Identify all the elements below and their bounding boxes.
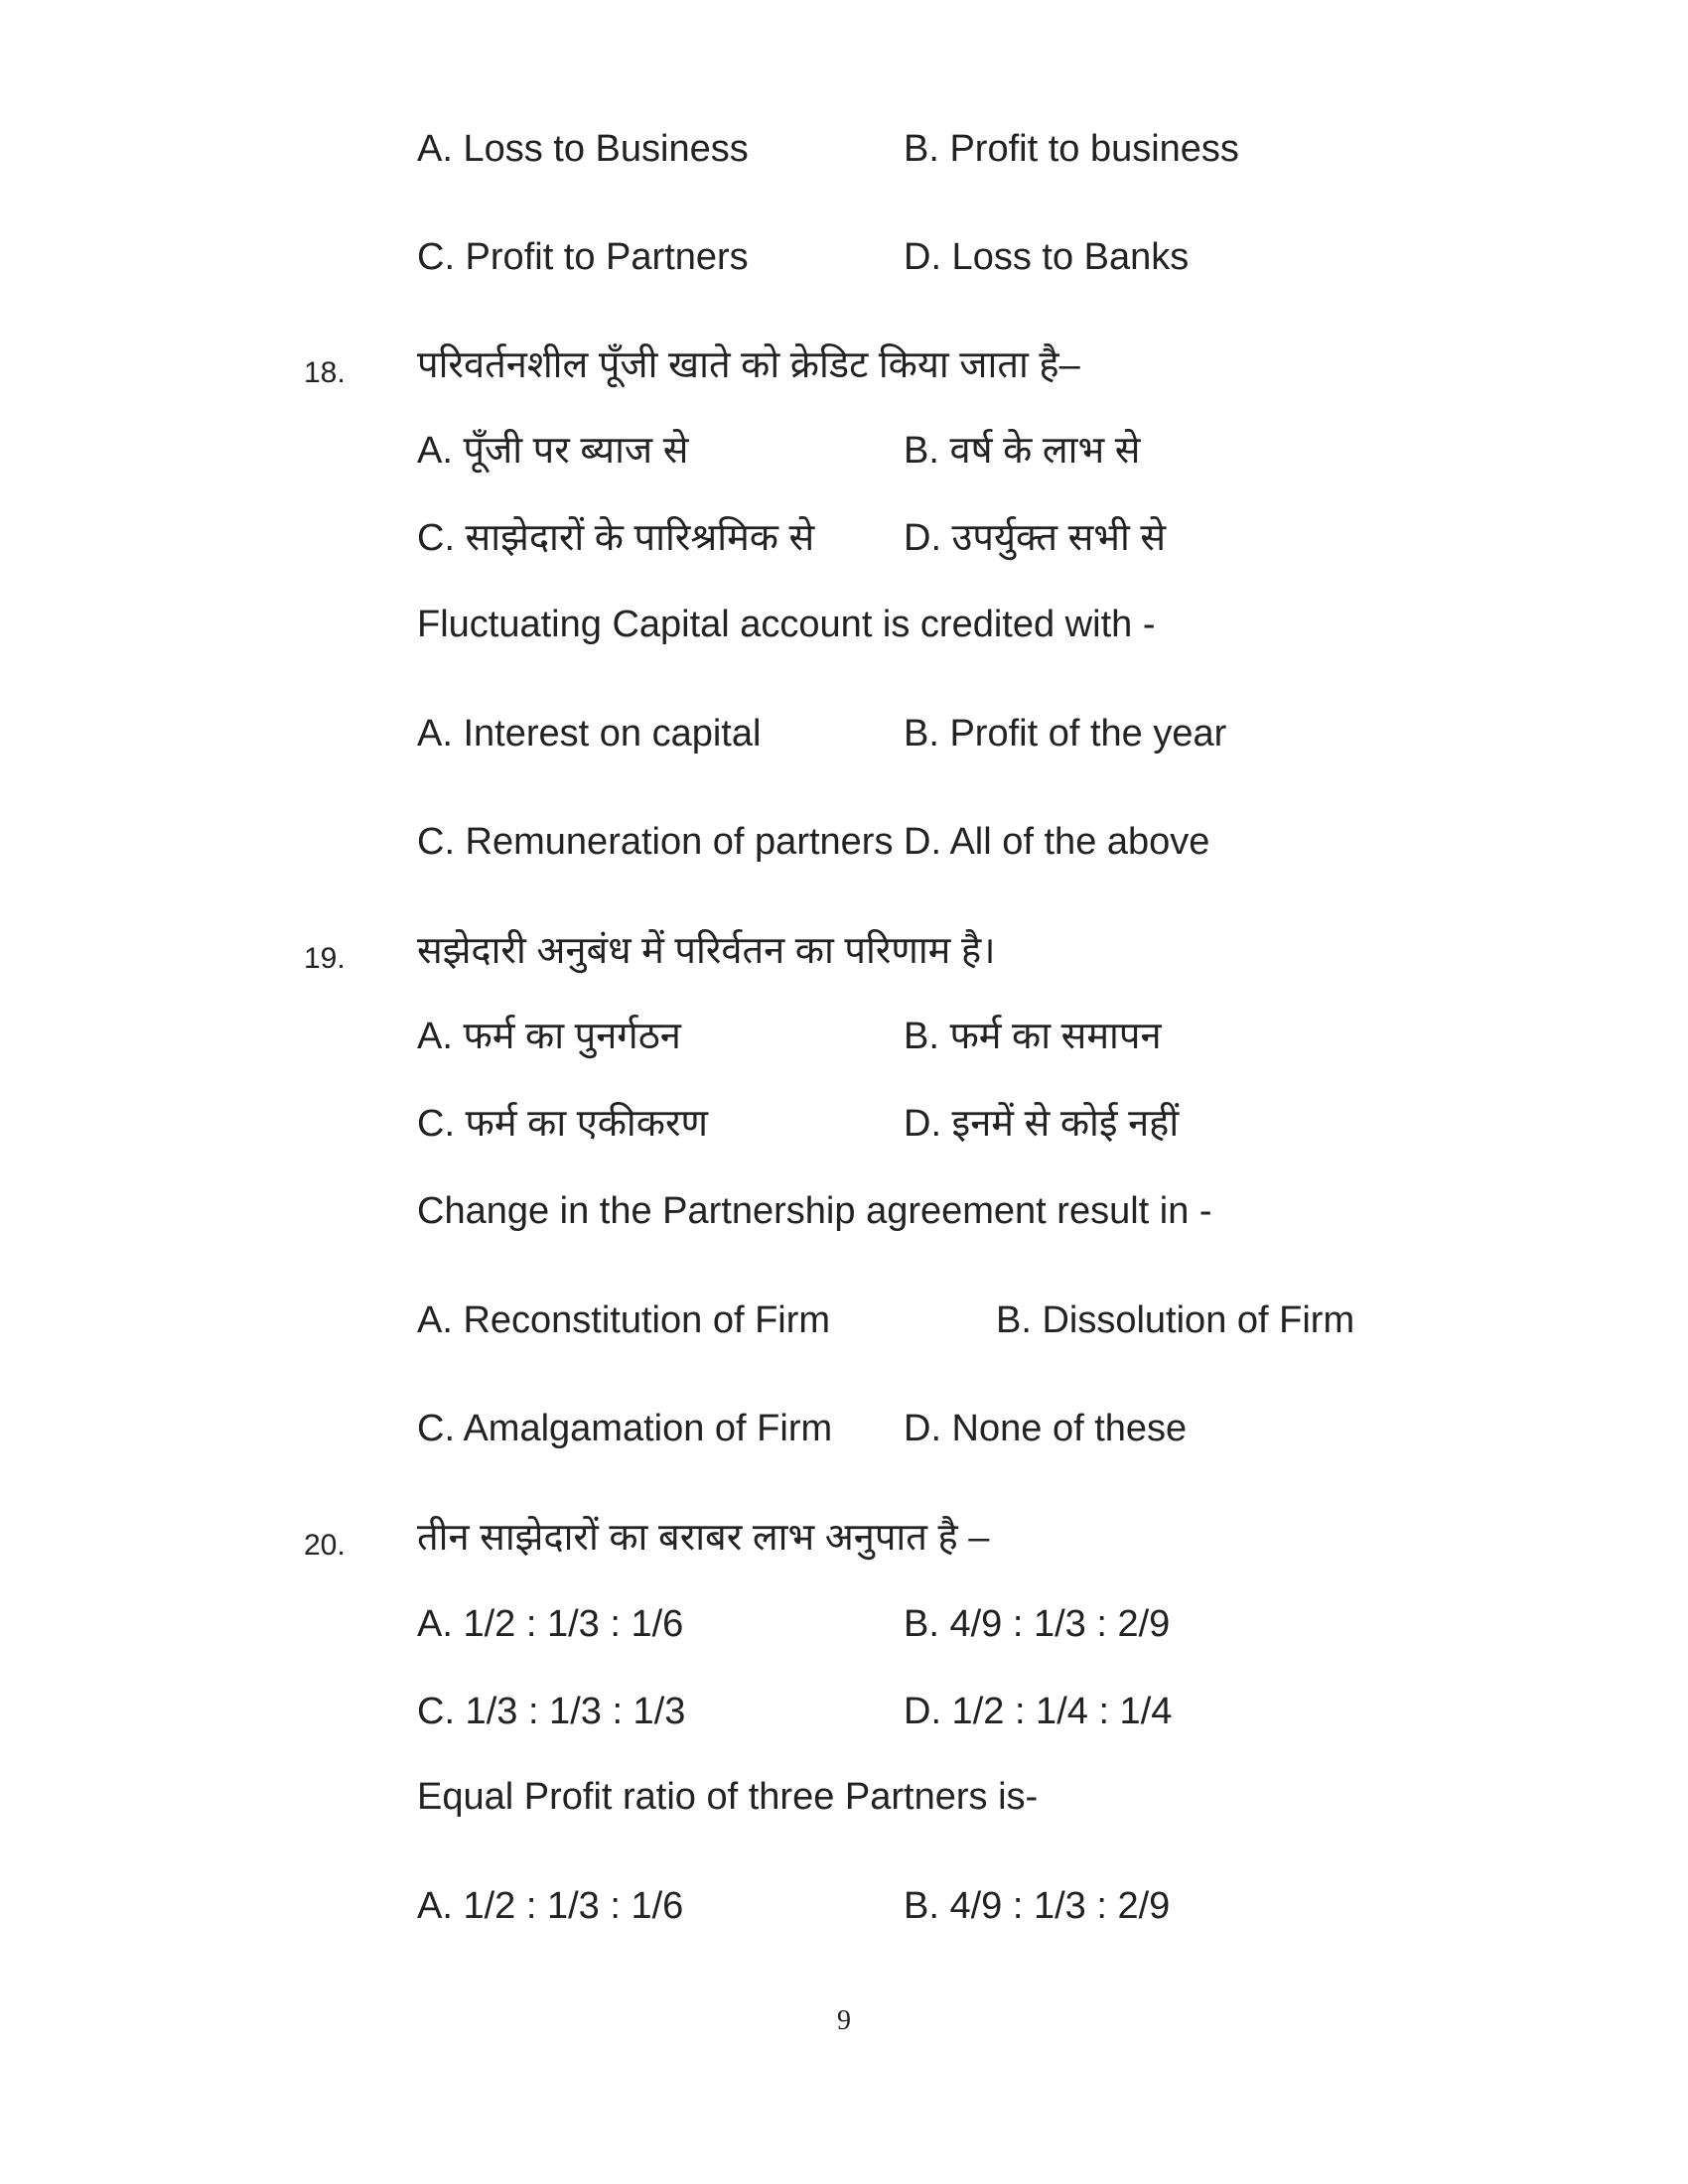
q19-hindi-option-c: C. फर्म का एकीकरण [417,1103,708,1145]
q19-english-question: Change in the Partnership agreement result in - [417,1190,1212,1232]
q19-number: 19. [304,942,346,975]
q20-hindi-option-a: A. 1/2 : 1/3 : 1/6 [417,1603,684,1645]
q18-english-option-a: A. Interest on capital [417,713,762,754]
q17-option-a: A. Loss to Business [417,128,749,170]
q17-option-b: B. Profit to business [904,128,1239,170]
q20-hindi-question: तीन साझेदारों का बराबर लाभ अनुपात है – [417,1517,990,1559]
q18-hindi-option-a: A. पूँजी पर ब्याज से [417,430,689,472]
q17-option-c: C. Profit to Partners [417,236,749,278]
page-number: 9 [837,2005,851,2036]
q20-english-question: Equal Profit ratio of three Partners is- [417,1776,1039,1818]
q19-english-option-b: B. Dissolution of Firm [996,1299,1355,1341]
q18-hindi-question: परिवर्तनशील पूँजी खाते को क्रेडिट किया जाता है– [417,344,1080,386]
q19-hindi-option-a: A. फर्म का पुनर्गठन [417,1016,681,1057]
q18-english-option-d: D. All of the above [904,821,1210,863]
q20-hindi-option-c: C. 1/3 : 1/3 : 1/3 [417,1691,686,1732]
q18-english-option-b: B. Profit of the year [904,713,1227,754]
q19-english-option-c: C. Amalgamation of Firm [417,1408,833,1449]
q19-english-option-d: D. None of these [904,1408,1188,1449]
q18-hindi-option-d: D. उपर्युक्त सभी से [904,517,1167,559]
q17-option-d: D. Loss to Banks [904,236,1190,278]
q20-hindi-option-d: D. 1/2 : 1/4 : 1/4 [904,1691,1173,1732]
q18-english-question: Fluctuating Capital account is credited with - [417,604,1156,645]
q19-english-option-a: A. Reconstitution of Firm [417,1299,831,1341]
q18-hindi-option-b: B. वर्ष के लाभ से [904,430,1141,472]
q20-number: 20. [304,1529,346,1562]
q18-hindi-option-c: C. साझेदारों के पारिश्रमिक से [417,517,815,559]
q20-english-option-b: B. 4/9 : 1/3 : 2/9 [904,1885,1171,1927]
q20-hindi-option-b: B. 4/9 : 1/3 : 2/9 [904,1603,1171,1645]
q19-hindi-question: सझेदारी अनुबंध में परिर्वतन का परिणाम है। [417,930,996,972]
q20-english-option-a: A. 1/2 : 1/3 : 1/6 [417,1885,684,1927]
q19-hindi-option-b: B. फर्म का समापन [904,1016,1162,1057]
q18-english-option-c: C. Remuneration of partners [417,821,894,863]
q18-number: 18. [304,356,346,389]
q19-hindi-option-d: D. इनमें से कोई नहीं [904,1103,1180,1145]
